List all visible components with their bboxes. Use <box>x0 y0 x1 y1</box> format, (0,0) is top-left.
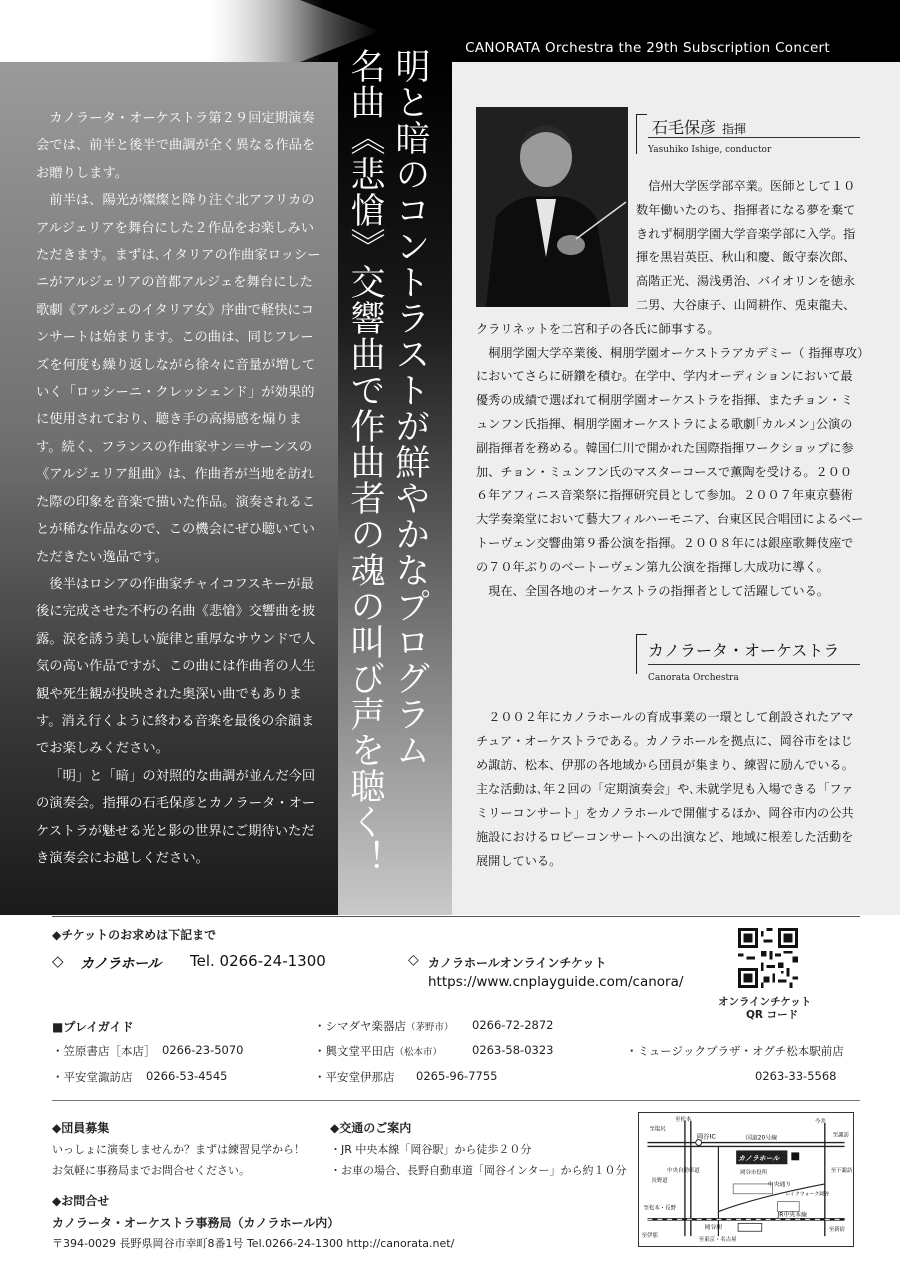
map-label: 岡谷IC <box>696 1132 716 1141</box>
intro-text <box>36 105 326 872</box>
shop-name: ・興文堂平田店（松本市） <box>314 1044 443 1058</box>
qr-caption: オンラインチケット <box>718 996 812 1008</box>
name-bracket <box>636 114 647 154</box>
map-label: カノラホール <box>738 1154 780 1163</box>
map-label: 岡谷市役所 <box>740 1170 768 1177</box>
orchestra-name: カノラータ・オーケストラ <box>648 641 840 660</box>
intro-paragraph: カノラータ・オーケストラ第２９回定期演奏会では、前半と後半で曲調が全く異なる作品をお贈りします。 <box>36 111 316 181</box>
online-url-link[interactable]: https://www.cnplayguide.com/canora/ <box>428 974 684 990</box>
qr-caption: QR コード <box>746 1009 799 1021</box>
map-label: 中央自動車道 <box>667 1168 700 1175</box>
conductor-role: 指揮 <box>722 122 747 136</box>
shop-tel: 0266-53-4545 <box>146 1069 228 1083</box>
shop-name: ・シマダヤ楽器店（茅野市） <box>314 1019 454 1033</box>
access-text: ・JR 中央本線「岡谷駅」から徒歩２０分 <box>330 1143 532 1156</box>
map-label: 岡谷駅 <box>704 1225 723 1232</box>
hall-mark: ◇ <box>52 952 64 970</box>
shop-tel: 0263-58-0323 <box>472 1043 554 1057</box>
access-heading: ◆交通のご案内 <box>330 1121 412 1135</box>
divider <box>648 137 860 138</box>
map-label: JR中央本線 <box>777 1212 808 1219</box>
hall-logo: カノラホール <box>80 956 161 972</box>
shop-name: ・平安堂諏訪店 <box>52 1070 133 1084</box>
map-label: 至伊那 <box>641 1233 658 1240</box>
shop-tel: 0263-33-5568 <box>755 1069 837 1083</box>
bio-paragraph: 信州大学医学部卒業。医師として１０数年働いたのち、指揮者になる夢を棄てきれず桐朋学園大学音楽学部に入学。指揮を黒岩英臣、秋山和慶、飯守泰次郎、高階正光、湯浅勇治、バイオリンを徳永二男、大谷康子、山岡耕作、兎束龍夫、クラリネットを二宮和子の各氏に師事する。 <box>476 179 856 336</box>
tickets-heading: ◆チケットのお求めは下記まで <box>52 928 217 942</box>
shop-tel: 0265-96-7755 <box>416 1069 498 1083</box>
map-label: 至新宿 <box>828 1227 845 1234</box>
shop-tel: 0266-72-2872 <box>472 1018 554 1032</box>
map-label: 至東京・名古屋 <box>698 1237 737 1244</box>
recruit-text: いっしょに演奏しませんか？まずは練習見学から！ <box>52 1143 305 1156</box>
recruit-text: お気軽に事務局までお問合せください。 <box>52 1164 250 1177</box>
access-map <box>638 1112 854 1247</box>
playguide-heading: ■プレイガイド <box>52 1020 134 1034</box>
headline-line-1: 明と暗のコントラストが鮮やかなプログラム <box>390 48 430 768</box>
light-wedge-graphic <box>0 0 380 62</box>
map-label: 中央通り <box>767 1181 792 1188</box>
conductor-bio <box>476 175 864 603</box>
orchestra-name-en: Canorata Orchestra <box>648 673 739 683</box>
concert-title: CANORATA Orchestra the 29th Subscription Concert <box>465 40 830 56</box>
shop-name: ・笠原書店［本店］ <box>52 1044 156 1058</box>
conductor-name-en: Yasuhiko Ishige, conductor <box>648 145 772 155</box>
name-bracket <box>636 634 647 674</box>
bio-paragraph: 桐朋学園大学卒業後、桐朋学園オーケストラアカデミー（ 指揮専攻）においてさらに研鑽を積む。在学中、学内オーディションにおいて最優秀の成績で選ばれて桐朋学園オーケストラを指揮、またチョン・ミュンフン氏指揮、桐朋学園オーケストラによる歌劇｢カルメン｣公演の副指揮者を務める。韓国仁川で開かれた国際指揮ワークショップに参加、チョン・ミュンフン氏のマスターコースで薫陶を受ける。２００６年アフィニス音楽祭に指揮研究員として参加。２００７年東京藝術大学奏楽堂において藝大フィルハーモニア、台東区民合唱団によるベートーヴェン交響曲第９番公演を指揮。２００８年には銀座歌舞伎座での７０年ぶりのベートーヴェン第九公演を指揮し大成功に導く。 <box>476 345 864 574</box>
shop-name: ・ミュージックプラザ・オグチ松本駅前店 <box>626 1044 844 1058</box>
divider <box>52 1100 860 1101</box>
map-label: 至塩尻 <box>649 1126 666 1133</box>
bio-paragraph: ２００２年にカノラホールの育成事業の一環として創設されたアマチュア・オーケストラである。カノラホールを拠点に、岡谷市をはじめ諏訪、松本、伊那の各地域から団員が集まり、練習に励んでいる。主な活動は､年２回の「定期演奏会」や､未就学児も入場できる「ファミリーコンサート」をカノラホールで開催するほか、岡谷市内の公共施設におけるロビーコンサートへの出演など、地域に根差した活動を展開している。 <box>476 710 854 868</box>
conductor-heading <box>652 115 746 138</box>
online-title: カノラホールオンラインチケット <box>428 956 607 970</box>
map-label: 長野道 <box>651 1177 668 1184</box>
divider <box>52 916 860 917</box>
hall-tel: Tel. 0266-24-1300 <box>190 952 326 970</box>
headline-line-2: 名曲《悲愴》交響曲で作曲者の魂の叫び声を聴く！ <box>345 48 385 876</box>
contact-heading: ◆お問合せ <box>52 1194 110 1208</box>
divider <box>648 664 860 665</box>
photo-spacer <box>476 175 636 303</box>
map-label: 至松本・長野 <box>643 1205 676 1212</box>
shop-name: ・平安堂伊那店 <box>314 1070 395 1084</box>
contact-office: カノラータ・オーケストラ事務局（カノラホール内） <box>52 1216 340 1230</box>
map-label: 今井 <box>814 1118 826 1125</box>
shop-tel: 0266-23-5070 <box>162 1043 244 1057</box>
intro-paragraph: 「明」と「暗」の対照的な曲調が並んだ今回の演奏会。指揮の石毛保彦とカノラータ・オーケストラが魅せる光と影の世界にご期待いただき演奏会にお越しください。 <box>36 768 316 866</box>
map-label: 至松本 <box>675 1116 692 1123</box>
map-label: レイクウォーク岡谷 <box>785 1191 830 1198</box>
intro-paragraph: 前半は、陽光が燦燦と降り注ぐ北アフリカのアルジェリアを舞台にした２作品をお楽しみいただきます。まずは､イタリアの作曲家ロッシーニがアルジェリアの首都アルジェを舞台にした歌劇《アルジェのイタリア女》序曲で軽快にコンサートは始まります。この曲は、同じフレーズを何度も繰り返しながら徐々に音量が増していく「ロッシーニ・クレッシェンド」が効果的に使用されており、聴き手の高揚感を煽ります。続く、フランスの作曲家サン＝サーンスの《アルジェリア組曲》は、作曲者が当地を訪れた際の印象を音楽で描いた作品。演奏されることが稀な作品なので、この機会にぜひ聴いていただきたい逸品です。 <box>36 193 321 565</box>
intro-paragraph: 後半はロシアの作曲家チャイコフスキーが最後に完成させた不朽の名曲《悲愴》交響曲を披露。涙を誘う美しい旋律と重厚なサウンドで人気の高い作品ですが、この曲には作曲者の人生観や死生観が投映された奥深い曲でもあります。消え行くように終わる音楽を最後の余韻までお楽しみください。 <box>36 576 316 757</box>
online-mark: ◇ <box>408 952 419 968</box>
contact-address: 〒394-0029 長野県岡谷市幸町8番1号 Tel.0266-24-1300 http://canorata.net/ <box>52 1237 455 1250</box>
access-text: ・お車の場合、長野自動車道「岡谷インター」から約１０分 <box>330 1164 627 1177</box>
conductor-name: 石毛保彦 <box>652 118 717 137</box>
qr-code-icon <box>738 928 798 988</box>
map-label: 至下諏訪 <box>830 1168 853 1175</box>
bio-paragraph: 現在、全国各地のオーケストラの指揮者として活躍している。 <box>488 583 829 598</box>
map-label: 国道20号線 <box>746 1135 778 1142</box>
recruit-heading: ◆団員募集 <box>52 1121 110 1135</box>
map-label: 至諏訪 <box>832 1132 849 1139</box>
orchestra-bio <box>476 705 862 873</box>
